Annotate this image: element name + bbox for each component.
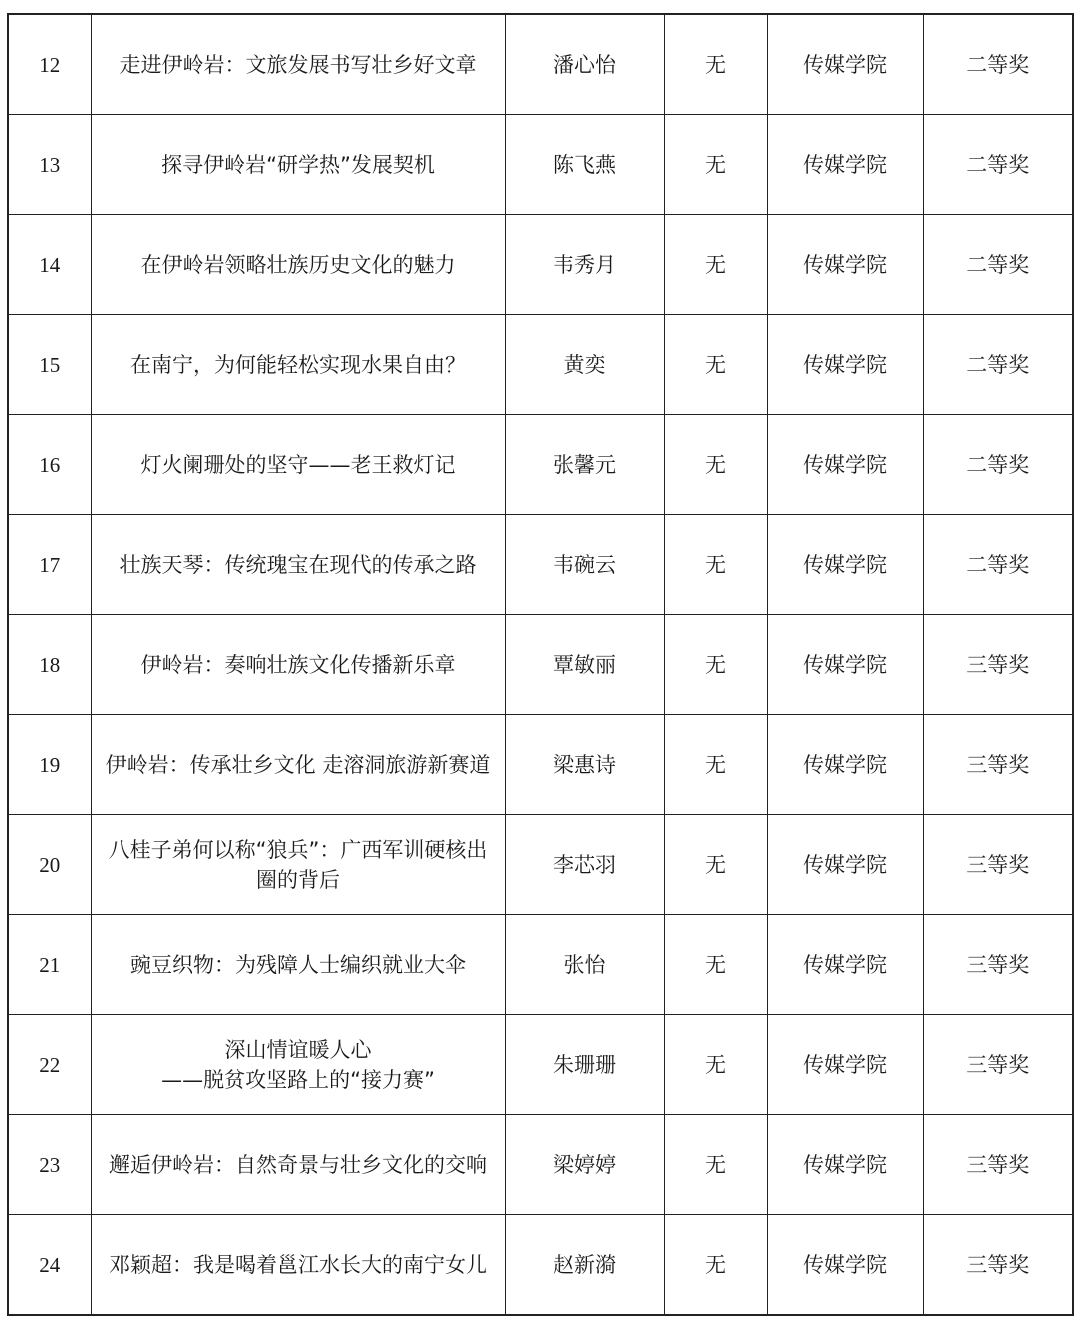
work-title-cell: 豌豆织物：为残障人士编织就业大伞 [91, 915, 505, 1015]
row-number-cell: 17 [8, 515, 91, 615]
school-cell: 传媒学院 [767, 115, 923, 215]
award-cell: 二等奖 [923, 315, 1073, 415]
table-row [8, 415, 1073, 515]
award-table-body [8, 14, 1073, 1315]
advisor-cell: 无 [664, 1215, 767, 1316]
advisor-cell: 无 [664, 1115, 767, 1215]
award-cell: 三等奖 [923, 1015, 1073, 1115]
table-row [8, 1015, 1073, 1115]
school-cell: 传媒学院 [767, 515, 923, 615]
school-cell: 传媒学院 [767, 615, 923, 715]
row-number-cell: 16 [8, 415, 91, 515]
author-cell: 赵新漪 [505, 1215, 664, 1316]
row-number-cell: 22 [8, 1015, 91, 1115]
work-title-cell: 八桂子弟何以称“狼兵”：广西军训硬核出圈的背后 [91, 815, 505, 915]
advisor-cell: 无 [664, 915, 767, 1015]
work-title-cell: 深山情谊暖人心 ——脱贫攻坚路上的“接力赛” [91, 1015, 505, 1115]
school-cell: 传媒学院 [767, 915, 923, 1015]
advisor-cell: 无 [664, 1015, 767, 1115]
author-cell: 韦碗云 [505, 515, 664, 615]
award-cell: 三等奖 [923, 815, 1073, 915]
author-cell: 朱珊珊 [505, 1015, 664, 1115]
work-title-cell: 邂逅伊岭岩：自然奇景与壮乡文化的交响 [91, 1115, 505, 1215]
table-row [8, 815, 1073, 915]
advisor-cell: 无 [664, 315, 767, 415]
school-cell: 传媒学院 [767, 14, 923, 115]
table-row [8, 915, 1073, 1015]
author-cell: 韦秀月 [505, 215, 664, 315]
award-table [7, 13, 1074, 1316]
table-row [8, 115, 1073, 215]
row-number-cell: 13 [8, 115, 91, 215]
advisor-cell: 无 [664, 815, 767, 915]
school-cell: 传媒学院 [767, 215, 923, 315]
table-row [8, 515, 1073, 615]
table-row [8, 315, 1073, 415]
author-cell: 李芯羽 [505, 815, 664, 915]
row-number-cell: 19 [8, 715, 91, 815]
author-cell: 张怡 [505, 915, 664, 1015]
school-cell: 传媒学院 [767, 1115, 923, 1215]
work-title-cell: 探寻伊岭岩“研学热”发展契机 [91, 115, 505, 215]
advisor-cell: 无 [664, 615, 767, 715]
row-number-cell: 15 [8, 315, 91, 415]
advisor-cell: 无 [664, 14, 767, 115]
award-cell: 三等奖 [923, 915, 1073, 1015]
table-row [8, 615, 1073, 715]
row-number-cell: 24 [8, 1215, 91, 1316]
author-cell: 张馨元 [505, 415, 664, 515]
table-row [8, 715, 1073, 815]
author-cell: 黄奕 [505, 315, 664, 415]
row-number-cell: 12 [8, 14, 91, 115]
work-title-cell: 在伊岭岩领略壮族历史文化的魅力 [91, 215, 505, 315]
award-cell: 二等奖 [923, 415, 1073, 515]
work-title-cell: 走进伊岭岩：文旅发展书写壮乡好文章 [91, 14, 505, 115]
award-cell: 二等奖 [923, 14, 1073, 115]
row-number-cell: 23 [8, 1115, 91, 1215]
advisor-cell: 无 [664, 115, 767, 215]
award-cell: 二等奖 [923, 515, 1073, 615]
author-cell: 潘心怡 [505, 14, 664, 115]
award-cell: 三等奖 [923, 1215, 1073, 1316]
award-cell: 三等奖 [923, 1115, 1073, 1215]
row-number-cell: 14 [8, 215, 91, 315]
award-cell: 二等奖 [923, 215, 1073, 315]
advisor-cell: 无 [664, 715, 767, 815]
author-cell: 陈飞燕 [505, 115, 664, 215]
school-cell: 传媒学院 [767, 1215, 923, 1316]
table-row [8, 1215, 1073, 1316]
award-cell: 三等奖 [923, 615, 1073, 715]
school-cell: 传媒学院 [767, 315, 923, 415]
advisor-cell: 无 [664, 515, 767, 615]
row-number-cell: 21 [8, 915, 91, 1015]
advisor-cell: 无 [664, 215, 767, 315]
school-cell: 传媒学院 [767, 815, 923, 915]
row-number-cell: 18 [8, 615, 91, 715]
award-cell: 二等奖 [923, 115, 1073, 215]
award-cell: 三等奖 [923, 715, 1073, 815]
work-title-cell: 伊岭岩：传承壮乡文化 走溶洞旅游新赛道 [91, 715, 505, 815]
work-title-cell: 邓颖超：我是喝着邕江水长大的南宁女儿 [91, 1215, 505, 1316]
advisor-cell: 无 [664, 415, 767, 515]
row-number-cell: 20 [8, 815, 91, 915]
author-cell: 覃敏丽 [505, 615, 664, 715]
author-cell: 梁惠诗 [505, 715, 664, 815]
table-row [8, 1115, 1073, 1215]
author-cell: 梁婷婷 [505, 1115, 664, 1215]
table-row [8, 14, 1073, 115]
table-row [8, 215, 1073, 315]
school-cell: 传媒学院 [767, 1015, 923, 1115]
work-title-cell: 灯火阑珊处的坚守——老王救灯记 [91, 415, 505, 515]
school-cell: 传媒学院 [767, 715, 923, 815]
work-title-cell: 在南宁，为何能轻松实现水果自由？ [91, 315, 505, 415]
work-title-cell: 壮族天琴：传统瑰宝在现代的传承之路 [91, 515, 505, 615]
work-title-cell: 伊岭岩：奏响壮族文化传播新乐章 [91, 615, 505, 715]
school-cell: 传媒学院 [767, 415, 923, 515]
